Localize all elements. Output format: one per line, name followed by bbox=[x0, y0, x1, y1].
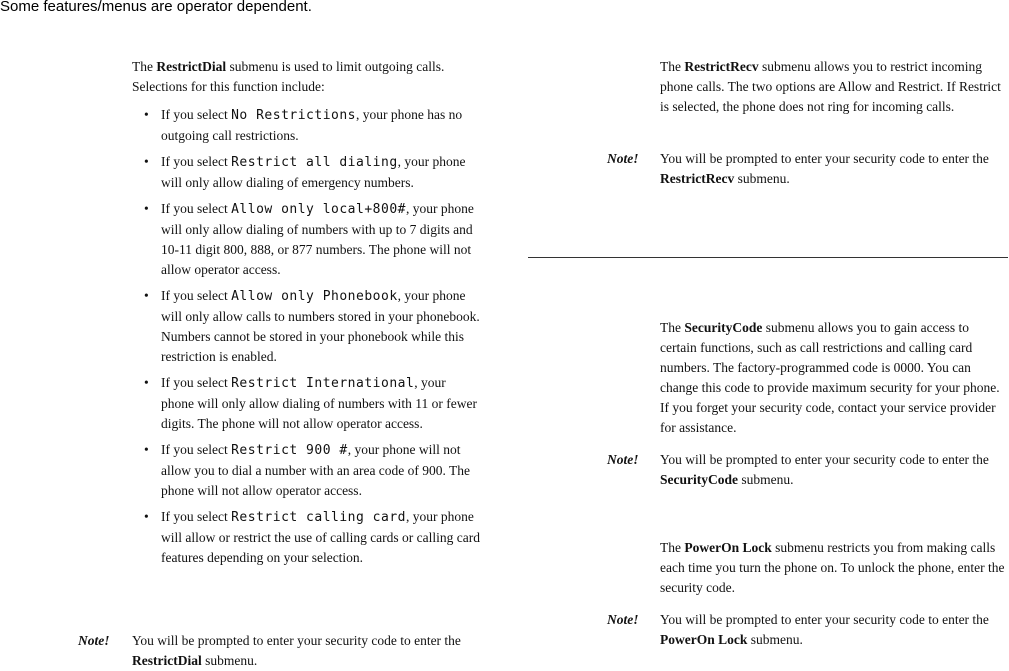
bullet-icon: • bbox=[144, 201, 149, 216]
list-item: • If you select No Restrictions, your phone has no outgoing call restrictions. bbox=[144, 107, 463, 143]
option-name: Restrict all dialing bbox=[231, 155, 398, 170]
security-code-section bbox=[660, 318, 1005, 438]
list-item: • If you select Restrict 900 #, your phone will not allow you to dial a number with an area code of 900. The phone will not allow operator access. bbox=[144, 442, 471, 498]
option-name: Restrict 900 # bbox=[231, 443, 348, 458]
bullet-icon: • bbox=[144, 288, 149, 303]
note-text: You will be prompted to enter your security code to enter the PowerOn Lock submenu. bbox=[660, 612, 989, 647]
option-name: Allow only Phonebook bbox=[231, 289, 398, 304]
list-item: • If you select Restrict all dialing, your phone will only allow dialing of emergency numbers. bbox=[144, 154, 466, 190]
section-divider bbox=[528, 257, 1008, 258]
restrict-recv-term: RestrictRecv bbox=[684, 59, 759, 74]
note-label: Note! bbox=[607, 452, 639, 467]
list-item: • If you select Restrict calling card, your phone will allow or restrict the use of calling cards or calling card features depending on your selection. bbox=[144, 509, 481, 565]
bullet-icon: • bbox=[144, 442, 149, 457]
poweron-lock-intro: The PowerOn Lock submenu restricts you from making calls each time you turn the phone on. To unlock the phone, enter the security code. bbox=[660, 540, 1005, 595]
bullet-icon: • bbox=[144, 375, 149, 390]
restrict-dial-section bbox=[132, 57, 482, 574]
restrict-recv-intro: The RestrictRecv submenu allows you to restrict incoming phone calls. The two options are Allow and Restrict. If Restrict is selected, the phone does not ring for incoming calls. bbox=[660, 59, 1001, 114]
restrict-recv-section bbox=[660, 57, 1005, 117]
bullet-icon: • bbox=[144, 154, 149, 169]
note-text: You will be prompted to enter your security code to enter the RestrictRecv submenu. bbox=[660, 151, 989, 186]
note-text: You will be prompted to enter your security code to enter the RestrictDial submenu. bbox=[132, 633, 461, 668]
option-name: Restrict calling card bbox=[231, 510, 406, 525]
list-item: • If you select Allow only local+800#, your phone will only allow dialing of numbers with up to 7 digits and 10-11 digit 800, 888, or 877 numbers. The phone will not allow operator access. bbox=[144, 201, 474, 277]
option-name: No Restrictions bbox=[231, 108, 357, 123]
option-name: Restrict International bbox=[231, 376, 415, 391]
page-header: Some features/menus are operator dependent. bbox=[0, 0, 312, 15]
restrict-dial-intro: The RestrictDial submenu is used to limit outgoing calls. Selections for this function include: bbox=[132, 59, 445, 94]
list-item: • If you select Allow only Phonebook, your phone will only allow calls to numbers stored in your phonebook. Numbers cannot be stored in your phonebook while this restriction is enabled. bbox=[144, 288, 480, 364]
note-label: Note! bbox=[78, 633, 110, 648]
note-label: Note! bbox=[607, 612, 639, 627]
note-text: You will be prompted to enter your security code to enter the SecurityCode submenu. bbox=[660, 452, 989, 487]
security-code-intro: The SecurityCode submenu allows you to gain access to certain functions, such as call restrictions and calling card numbers. The factory-programmed code is 0000. You can change this code to provide maximum security for your phone. If you forget your security code, contact your service provider for assistance. bbox=[660, 320, 1000, 435]
restrict-dial-options-list bbox=[132, 105, 482, 568]
bullet-icon: • bbox=[144, 509, 149, 524]
security-code-term: SecurityCode bbox=[684, 320, 763, 335]
bullet-icon: • bbox=[144, 107, 149, 122]
poweron-lock-section bbox=[660, 538, 1005, 598]
poweron-lock-term: PowerOn Lock bbox=[684, 540, 772, 555]
option-name: Allow only local+800# bbox=[231, 202, 406, 217]
note-label: Note! bbox=[607, 151, 639, 166]
restrict-dial-term: RestrictDial bbox=[156, 59, 227, 74]
list-item: • If you select Restrict International, your phone will only allow dialing of numbers with 11 or fewer digits. The phone will not allow operator access. bbox=[144, 375, 477, 431]
